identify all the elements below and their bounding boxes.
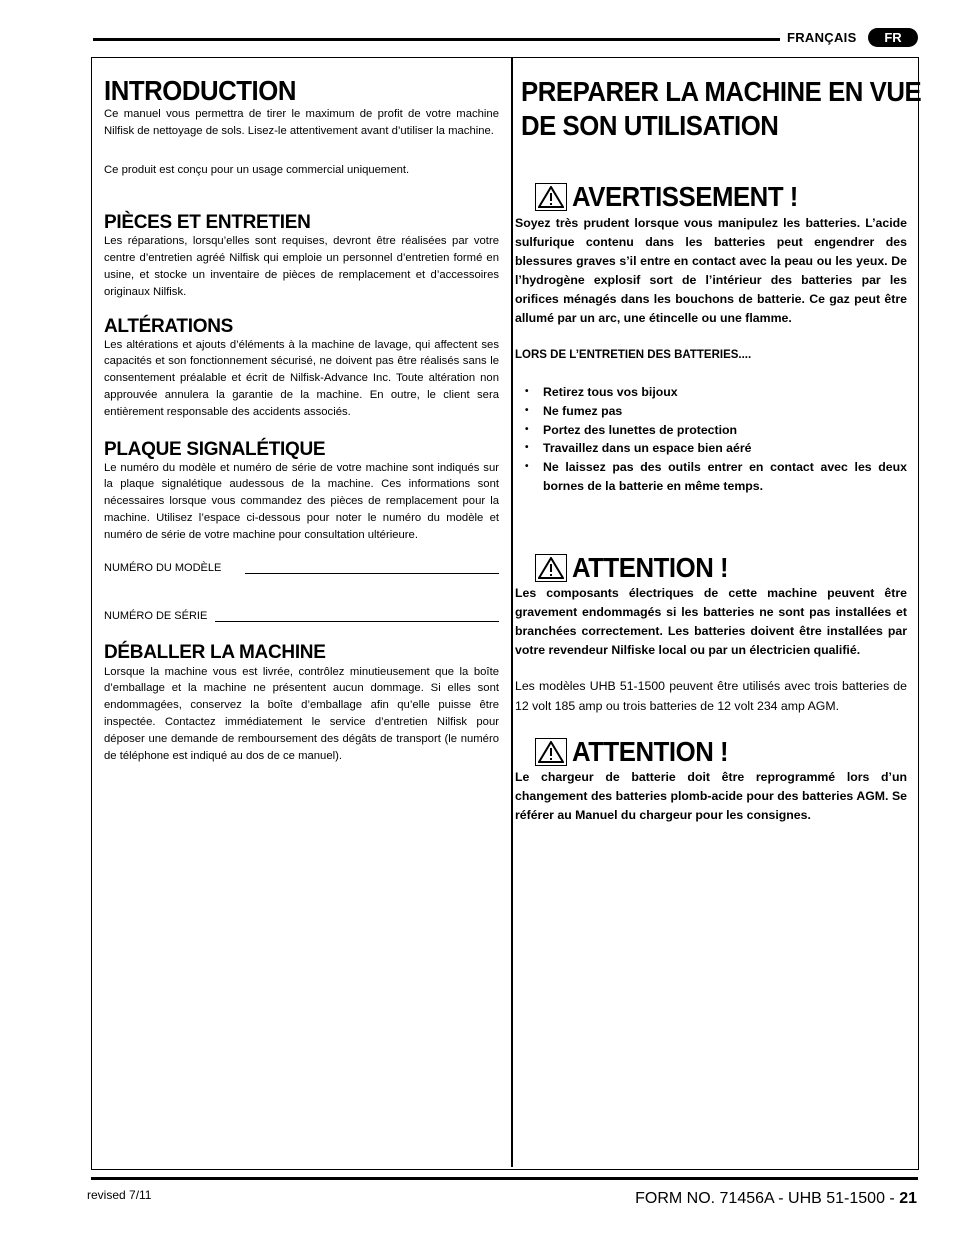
maintenance-heading: LORS DE L’ENTRETIEN DES BATTERIES.... — [515, 349, 752, 361]
battery-models-text: Les modèles UHB 51-1500 peuvent être utilisés avec trois batteries de 12 volt 185 amp ou trois batteries de 12 volt 234 amp AGM. — [515, 678, 907, 713]
serial-number-field[interactable] — [104, 610, 499, 622]
battery-precautions-list — [515, 383, 907, 496]
unpack-title: DÉBALLER LA MACHINE — [104, 641, 326, 663]
intro-paragraph-2: Ce produit est conçu pour un usage commercial uniquement. — [104, 163, 410, 176]
parts-text: Les réparations, lorsqu’elles sont requises, devront être réalisées par votre centre d’entretien agréé Nilfisk qui emploie un personnel d’entretien formé en usine, et stocke un inventaire de pièces de remplacement et d’accessoires originaux Nilfisk. — [104, 235, 499, 298]
list-item: • Ne laissez pas des outils entrer en contact avec les deux bornes de la batterie en même temps. — [515, 458, 907, 496]
nameplate-title: PLAQUE SIGNALÉTIQUE — [104, 438, 326, 460]
alterations-title: ALTÉRATIONS — [104, 315, 233, 337]
header-rule — [93, 38, 780, 41]
list-item: • Ne fumez pas — [515, 402, 907, 421]
list-item: • Travaillez dans un espace bien aéré — [515, 439, 907, 458]
attention-text-1: Les composants électriques de cette machine peuvent être gravement endommagés si les batteries ne sont pas installées et branchées correctement. Les batteries doivent être installées par votre revendeur Nilfiske local ou par un électricien qualifié. — [515, 585, 907, 657]
attention-heading-2 — [535, 736, 907, 768]
prepare-title-line2: DE SON UTILISATION — [521, 110, 779, 141]
right-column — [515, 75, 922, 825]
serial-number-label: NUMÉRO DE SÉRIE — [104, 609, 208, 622]
attention-title-1: ATTENTION ! — [572, 551, 729, 583]
warning-text: Soyez très prudent lorsque vous manipulez les batteries. L’acide sulfurique contenu dans les batteries peut engendrer des blessures graves s’il entre en contact avec la peau ou les yeux. De l’hydrogène explosif sort de l’intérieur des batteries par les orifices ménagés dans les bouchons de batterie. Ce gaz peut être allumé par un arc, une étincelle ou une flamme. — [515, 216, 907, 325]
form-number — [635, 1190, 917, 1208]
language-badge: FR — [868, 28, 918, 47]
warning-triangle-icon — [535, 554, 567, 582]
column-divider — [511, 58, 513, 1167]
attention-heading-1 — [535, 552, 907, 584]
revision-date: revised 7/11 — [87, 1188, 152, 1202]
list-item: • Portez des lunettes de protection — [515, 421, 907, 440]
list-item: • Retirez tous vos bijoux — [515, 383, 907, 402]
model-number-field[interactable] — [104, 562, 499, 574]
warning-title: AVERTISSEMENT ! — [572, 181, 798, 212]
model-number-line — [245, 572, 499, 574]
attention-text-2: Le chargeur de batterie doit être reprogrammé lors d’un changement des batteries plomb-acide pour des batteries AGM. Se référer au Manuel du chargeur pour les consignes. — [515, 769, 907, 822]
model-number-label: NUMÉRO DU MODÈLE — [104, 561, 222, 574]
language-label: FRANÇAIS — [787, 30, 857, 45]
footer-rule — [91, 1177, 918, 1180]
alterations-text: Les altérations et ajouts d’éléments à la machine de lavage, qui affectent ses capacités et son fonctionnement sécurisé, ne doivent pas être réalisés sans le consentement préalable et écrit de Nilfisk-Advance Inc. Toute altération non approuvée annulera la garantie de la machine. En outre, le client sera entièrement responsable des accidents associés. — [104, 338, 499, 418]
unpack-text: Lorsque la machine vous est livrée, contrôlez minutieusement que la boîte d’emballage et la machine ne présentent aucun dommage. Si elles sont endommagées, conservez la boîte d’emballage afin qu’elle puisse être inspectée. Contactez immédiatement le service d’entretien Nilfisk pour déposer une demande de remboursement des dégâts de transport (le numéro de téléphone est indiqué au dos de ce manuel). — [104, 665, 499, 762]
warning-heading — [535, 181, 907, 213]
attention-title-2: ATTENTION ! — [572, 735, 729, 767]
parts-title: PIÈCES ET ENTRETIEN — [104, 212, 311, 234]
serial-number-line — [215, 620, 499, 622]
introduction-title: INTRODUCTION — [104, 75, 296, 106]
nameplate-text: Le numéro du modèle et numéro de série de votre machine sont indiqués sur la plaque signalétique audessous de la machine. Ces informations sont nécessaires lorsque vous commandez des pièces de remplacement pour la machine. Utilisez l’espace ci-dessous pour noter le numéro du modèle et numéro de série de votre machine pour consultation ultérieure. — [104, 461, 499, 541]
intro-paragraph-1: Ce manuel vous permettra de tirer le maximum de profit de votre machine Nilfisk de nettoyage de sols. Lisez-le attentivement avant d’utiliser la machine. — [104, 108, 499, 137]
warning-triangle-icon — [535, 738, 567, 766]
warning-triangle-icon — [535, 183, 567, 211]
form-number-text: FORM NO. 71456A - UHB 51-1500 - — [635, 1190, 900, 1207]
page-number: 21 — [899, 1190, 917, 1207]
prepare-title-line1: PREPARER LA MACHINE EN VUE — [521, 76, 922, 107]
left-column — [104, 75, 499, 764]
